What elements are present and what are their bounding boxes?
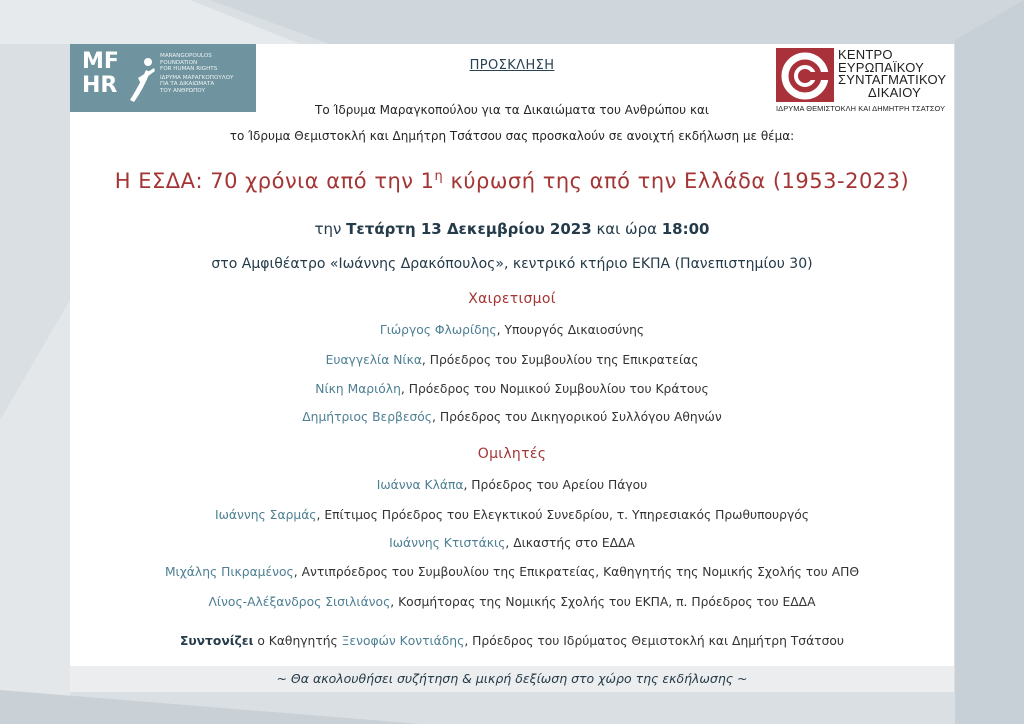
invitation-label: ΠΡΟΣΚΛΗΣΗ <box>469 58 555 73</box>
mfhr-text: MARANGOPOULOS FOUNDATION FOR HUMAN RIGHTS ΙΔΡΥΜΑ ΜΑΡΑΓΚΟΠΟΥΛΟΥ ΓΙΑ ΤΑ ΔΙΚΑΙΩΜΑΤΑ ΤΟΥ ΑΝΘΡΩΠΟΥ <box>160 53 234 94</box>
kedisk-emblem <box>776 48 834 102</box>
moderator-line: Συντονίζει ο Καθηγητής Ξενοφών Κοντιάδης, Πρόεδρος του Ιδρύματος Θεμιστοκλή και Δημήτρη Τσάτσου <box>179 634 845 648</box>
kedisk-subtitle: ΙΔΡΥΜΑ ΘΕΜΙΣΤΟΚΛΗ ΚΑΙ ΔΗΜΗΤΡΗ ΤΣΑΤΣΟΥ <box>776 104 946 113</box>
mfhr-mark: MF HR <box>82 49 119 98</box>
mfhr-logo <box>70 44 256 112</box>
event-datetime: την Τετάρτη 13 Δεκεμβρίου 2023 και ώρα 18:00 <box>314 220 710 238</box>
list-item: Γιώργος Φλωρίδης, Υπουργός Δικαιοσύνης <box>379 323 645 337</box>
list-item: Ιωάννης Σαρμάς, Επίτιμος Πρόεδρος του Ελεγκτικού Συνεδρίου, τ. Υπηρεσιακός Πρωθυπουργός <box>215 508 809 522</box>
list-item: Νίκη Μαριόλη, Πρόεδρος του Νομικού Συμβουλίου του Κράτους <box>315 382 709 396</box>
list-item: Δημήτριος Βερβεσός, Πρόεδρος του Δικηγορικού Συλλόγου Αθηνών <box>302 410 722 424</box>
list-item: Μιχάλης Πικραμένος, Αντιπρόεδρος του Συμβουλίου της Επικρατείας, Καθηγητής της Νομικής Σχολής του ΑΠΘ <box>164 565 860 579</box>
greetings-heading: Χαιρετισμοί <box>468 291 556 307</box>
circle-emblem-icon <box>776 48 834 102</box>
intro-line-2: το Ίδρυμα Θεμιστοκλή και Δημήτρη Τσάτσου σας προσκαλούν σε ανοιχτή εκδήλωση με θέμα: <box>229 129 795 143</box>
list-item: Ιωάννα Κλάπα, Πρόεδρος του Αρείου Πάγου <box>376 478 648 492</box>
list-item: Λίνος-Αλέξανδρος Σισιλιάνος, Κοσμήτορας της Νομικής Σχολής του ΕΚΠΑ, π. Πρόεδρος του ΕΔΔΑ <box>208 595 816 609</box>
list-item: Ευαγγελία Νίκα, Πρόεδρος του Συμβουλίου της Επικρατείας <box>325 353 699 367</box>
list-item: Ιωάννης Κτιστάκις, Δικαστής στο ΕΔΔΑ <box>389 536 635 550</box>
event-title: Η ΕΣΔΑ: 70 χρόνια από την $1^\eta$ κύρωσή της από την Ελλάδα (1953-2023) <box>114 169 910 193</box>
kedisk-name: ΚΕΝΤΡΟ ΕΥΡΩΠΑΪΚΟΥ ΣΥΝΤΑΓΜΑΤΙΚΟΥ ΔΙΚΑΙΟΥ <box>838 47 947 100</box>
speakers-heading: Ομιλητές <box>477 446 547 462</box>
event-venue: στο Αμφιθέατρο «Ιωάννης Δρακόπουλος», κεντρικό κτήριο ΕΚΠΑ (Πανεπιστημίου 30) <box>211 256 813 272</box>
reception-note: ~ Θα ακολουθήσει συζήτηση & μικρή δεξίωση στο χώρο της εκδήλωσης ~ <box>70 666 954 692</box>
intro-line-1: Το Ίδρυμα Μαραγκοπούλου για τα Δικαιώματα του Ανθρώπου και <box>315 103 709 117</box>
